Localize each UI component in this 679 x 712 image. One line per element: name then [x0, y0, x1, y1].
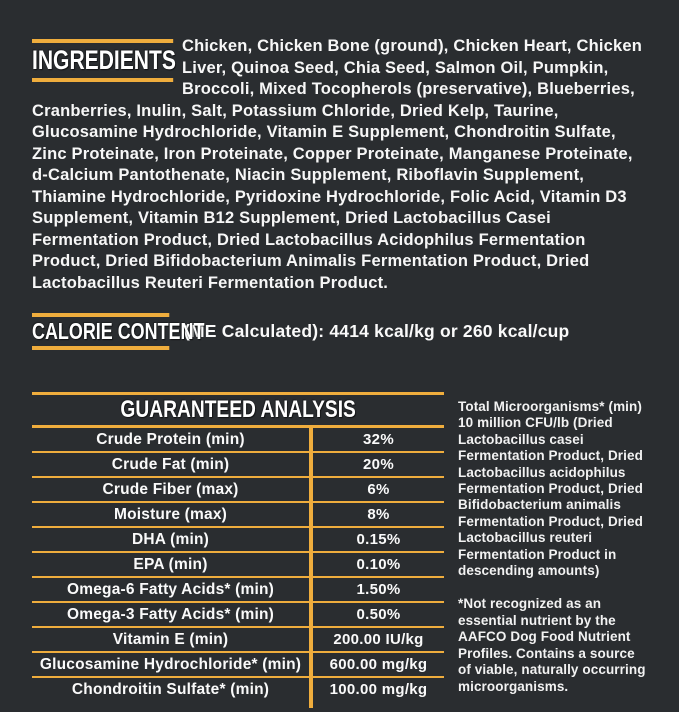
table-row	[32, 601, 444, 626]
row-value: 20%	[363, 456, 394, 473]
ingredients-text: Chicken, Chicken Bone (ground), Chicken Heart, Chicken Liver, Quinoa Seed, Chia Seed, Salmon Oil, Pumpkin, Broccoli, Mixed Tocopherols (preservative), Blueberries, Cranberries, Inulin, Salt, Potassium Chloride, Dried Kelp, Taurine, Glucosamine Hydrochloride, Vitamin E Supplement, Chondroitin Sulfate, Zinc Proteinate, Iron Proteinate, Copper Proteinate, Manganese Proteinate, d-Calcium Pantothenate, Niacin Supplement, Riboflavin Supplement, Thiamine Hydrochloride, Pyridoxine Hydrochloride, Folic Acid, Vitamin D3 Supplement, Vitamin B12 Supplement, Dried Lactobacillus Casei Fermentation Product, Dried Lactobacillus Acidophilus Fermentation Product, Dried Bifidobacterium Animalis Fermentation Product, Dried Lactobacillus Reuteri Fermentation Product.	[32, 37, 643, 292]
ingredients-section	[32, 36, 647, 294]
ingredients-heading-label: INGREDIENTS	[32, 39, 173, 82]
calorie-heading	[32, 313, 205, 350]
row-value: 6%	[367, 481, 390, 498]
table-row	[32, 428, 444, 451]
table-row	[32, 626, 444, 651]
analysis-title-bar	[32, 392, 444, 428]
table-row	[32, 551, 444, 576]
guaranteed-analysis-table	[32, 392, 444, 701]
row-value: 100.00 mg/kg	[329, 681, 428, 698]
notes-panel	[458, 392, 647, 712]
row-label: Omega-6 Fatty Acids* (min)	[66, 580, 275, 598]
row-label: DHA (min)	[132, 530, 209, 548]
row-value: 8%	[367, 506, 390, 523]
table-row	[32, 676, 444, 701]
analysis-section	[32, 392, 647, 712]
calorie-section	[32, 313, 647, 350]
row-label: Moisture (max)	[113, 505, 228, 523]
calorie-text: (ME Calculated): 4414 kcal/kg or 260 kcal/cup	[184, 321, 570, 341]
column-divider	[309, 428, 313, 708]
table-row	[32, 651, 444, 676]
analysis-title: GUARANTEED ANALYSIS	[120, 396, 356, 423]
table-row	[32, 476, 444, 501]
row-value: 0.15%	[356, 531, 401, 548]
row-label: Crude Fat (min)	[111, 455, 230, 473]
table-row	[32, 576, 444, 601]
row-value: 600.00 mg/kg	[329, 656, 428, 673]
analysis-rows	[32, 428, 444, 701]
row-label: Glucosamine Hydrochloride* (min)	[39, 655, 302, 673]
table-row	[32, 451, 444, 476]
row-label: Omega-3 Fatty Acids* (min)	[66, 605, 275, 623]
table-row	[32, 526, 444, 551]
row-label: Crude Protein (min)	[96, 430, 245, 448]
row-value: 0.10%	[356, 556, 401, 573]
table-row	[32, 501, 444, 526]
row-value: 1.50%	[356, 581, 401, 598]
row-label: Chondroitin Sulfate* (min)	[71, 680, 270, 698]
microorganisms-note: Total Microorganisms* (min) 10 million CFU/lb (Dried Lactobacillus casei Fermentation Product, Dried Lactobacillus acidophilus Fermentation Product, Dried Bifidobacterium animalis Fermentation Product, Dried Lactobacillus reuteri Fermentation Product in descending amounts)	[458, 399, 643, 579]
row-label: EPA (min)	[133, 555, 208, 573]
row-value: 32%	[363, 431, 394, 448]
aafco-note: *Not recognized as an essential nutrient by the AAFCO Dog Food Nutrient Profiles. Contains a source of viable, naturally occurring microorganisms.	[458, 596, 646, 694]
calorie-heading-label: CALORIE CONTENT	[32, 313, 169, 350]
row-value: 200.00 IU/kg	[333, 631, 424, 648]
row-label: Crude Fiber (max)	[102, 480, 239, 498]
row-label: Vitamin E (min)	[112, 630, 229, 648]
row-value: 0.50%	[356, 606, 401, 623]
ingredients-heading	[32, 39, 176, 86]
